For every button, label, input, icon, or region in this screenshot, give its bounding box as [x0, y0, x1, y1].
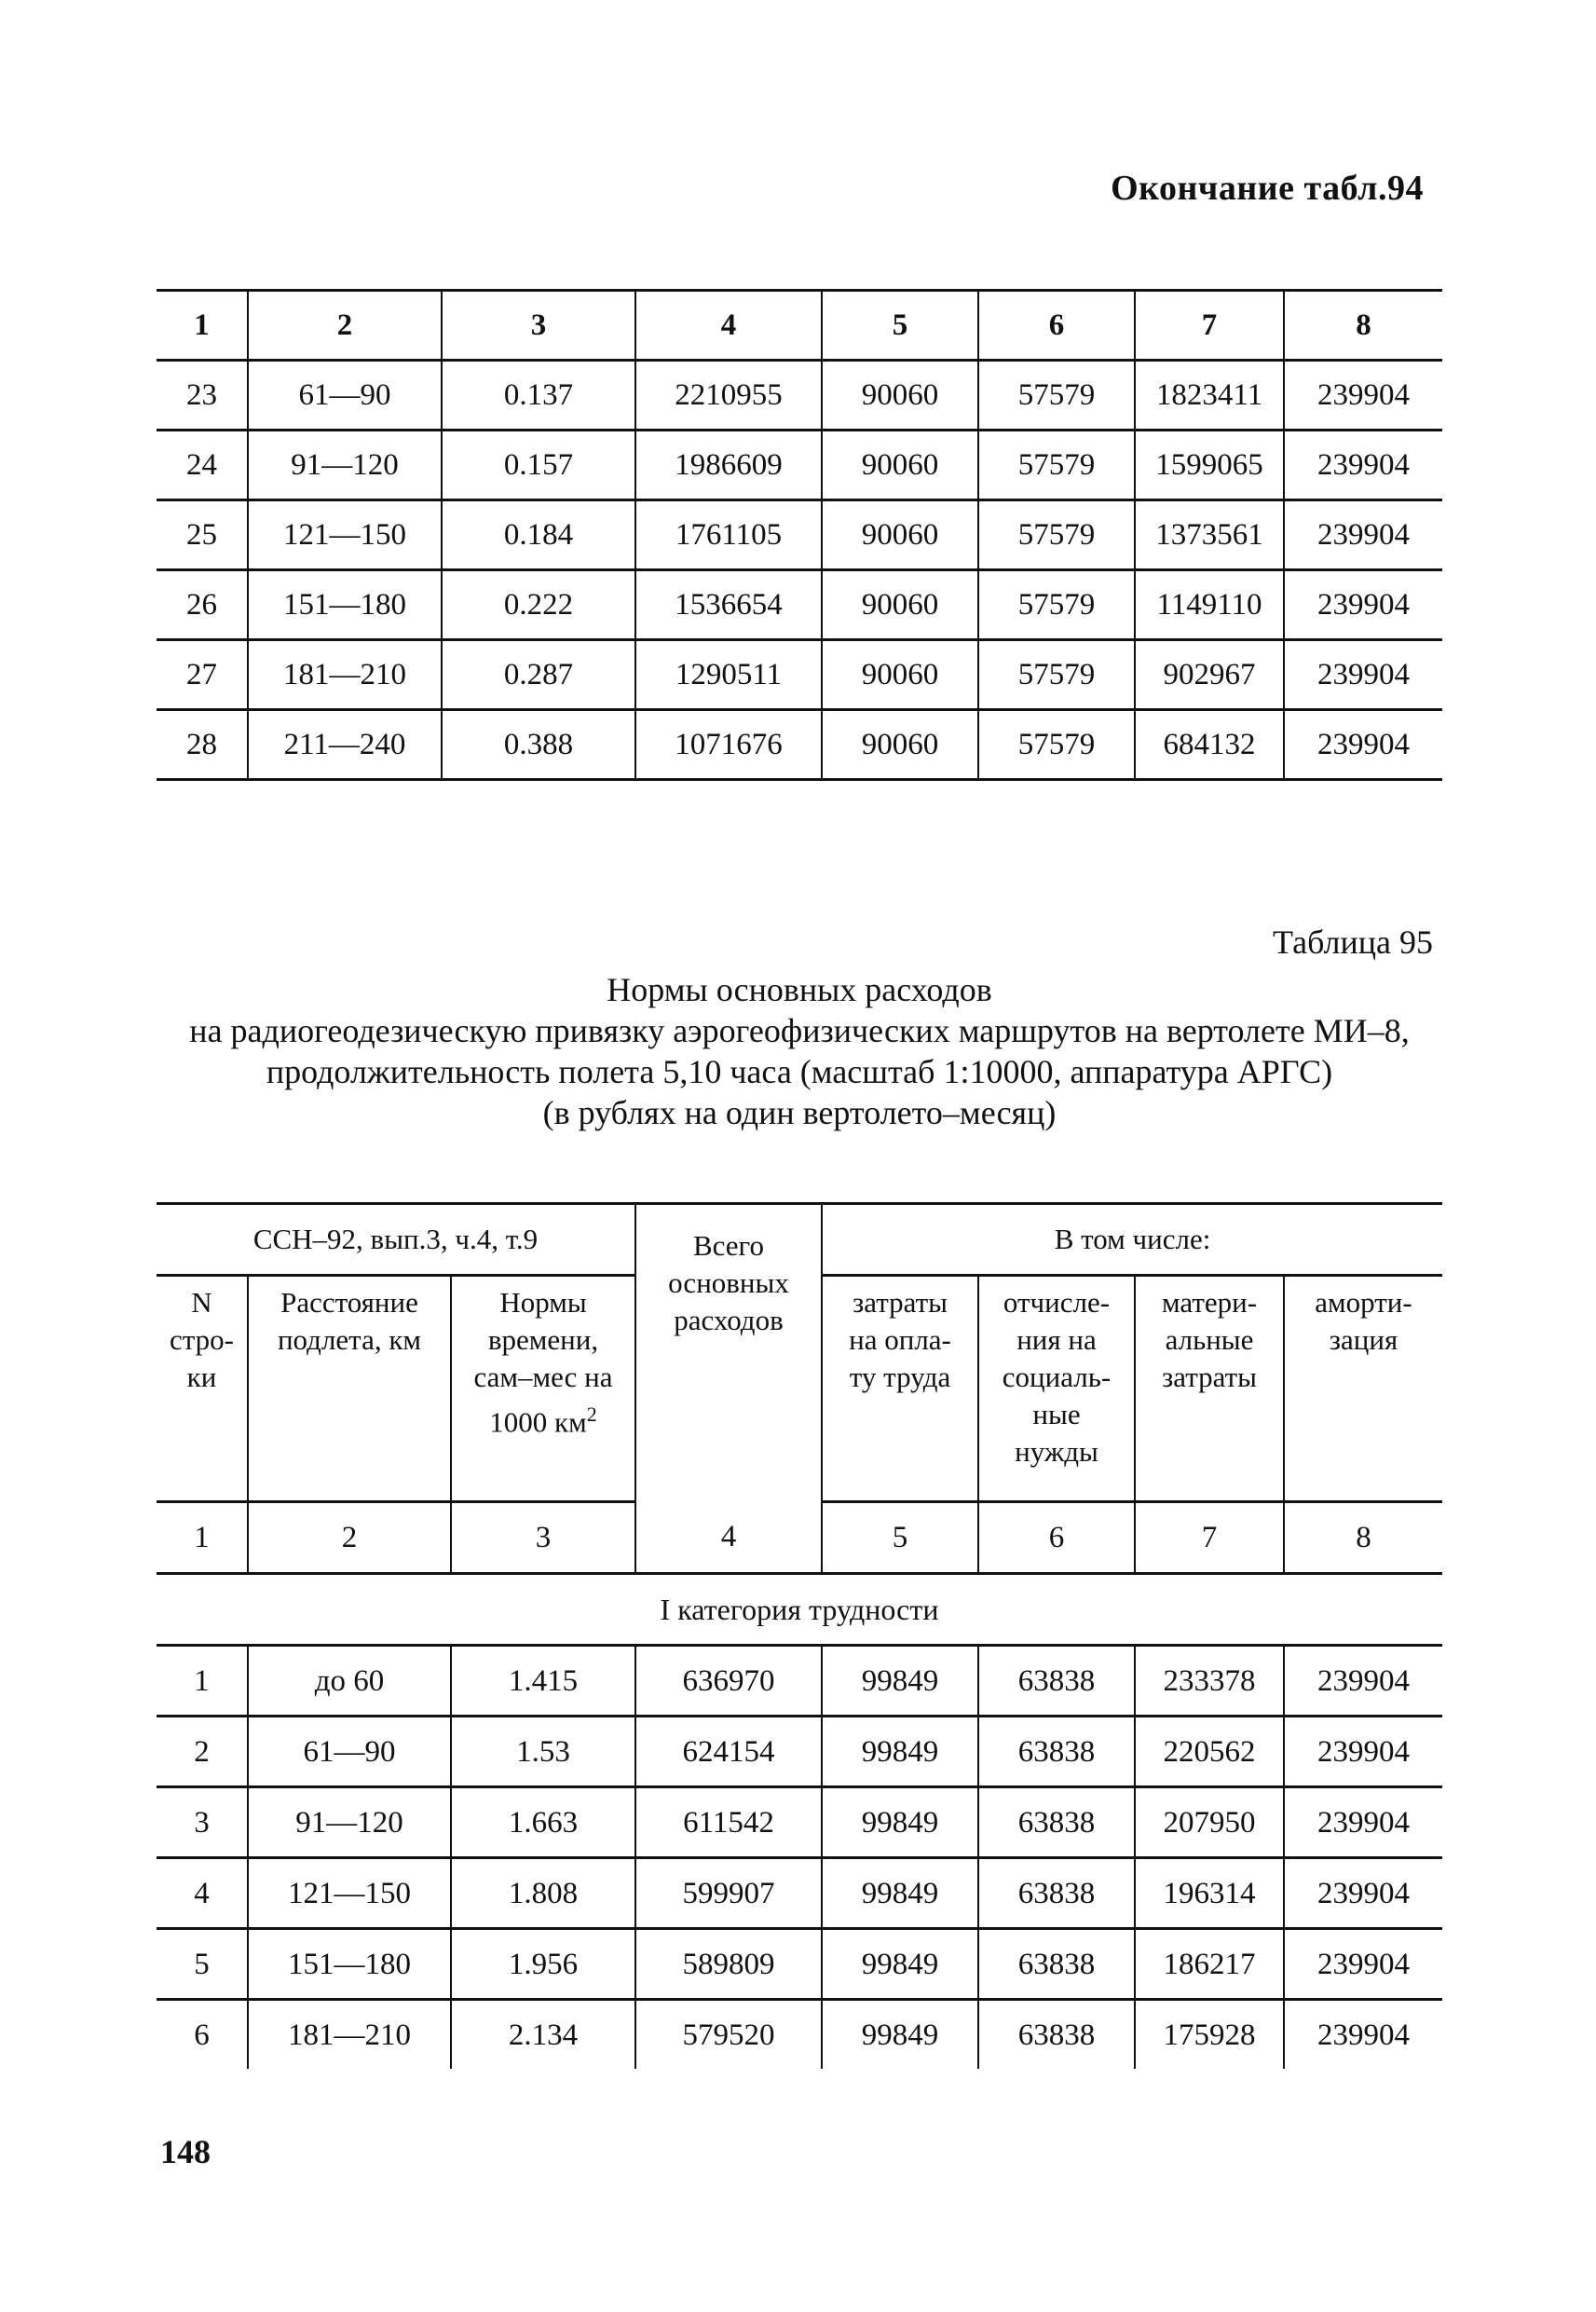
table-cell: 7 [1135, 1502, 1284, 1574]
table-cell: 239904 [1284, 1929, 1442, 2000]
table-cell: 589809 [635, 1929, 822, 2000]
table-cell: 99849 [822, 1858, 978, 1929]
header-line: времени, [487, 1323, 599, 1356]
table-cell: 239904 [1284, 1646, 1442, 1717]
table-cell: 57579 [978, 710, 1135, 780]
header-total-line: основных [668, 1266, 789, 1299]
table-cell: 1 [157, 1502, 248, 1574]
header-line: аморти- [1315, 1286, 1412, 1319]
table-cell: 0.222 [442, 570, 635, 640]
table-cell: 1071676 [635, 710, 822, 780]
table-cell: 57579 [978, 431, 1135, 500]
table-cell: 91—120 [248, 431, 442, 500]
table-cell: 63838 [978, 1858, 1135, 1929]
table-row [157, 1858, 1442, 1929]
table-cell: 5 [822, 291, 978, 361]
caption-line: (в рублях на один вертолето–месяц) [542, 1094, 1057, 1131]
table-cell: 0.137 [442, 361, 635, 431]
table-cell: 233378 [1135, 1646, 1284, 1717]
table-cell: 6 [978, 1502, 1135, 1574]
table-cell: 1823411 [1135, 361, 1284, 431]
header-line: социаль- [1002, 1361, 1112, 1393]
caption-line: Нормы основных расходов [607, 971, 992, 1008]
table-cell: 0.287 [442, 640, 635, 710]
table-cell: 181—210 [248, 640, 442, 710]
table-cell: 239904 [1284, 431, 1442, 500]
header-line: зация [1329, 1323, 1398, 1356]
table-cell: 599907 [635, 1858, 822, 1929]
table-cell: 1761105 [635, 500, 822, 570]
table-cell: 8 [1284, 1502, 1442, 1574]
header-line: N [191, 1286, 212, 1319]
table-cell: 1149110 [1135, 570, 1284, 640]
header-line: нужды [1015, 1435, 1098, 1468]
table-cell: 61—90 [248, 1717, 451, 1787]
unit-text: 1000 км [489, 1405, 587, 1439]
table-cell: 1.53 [451, 1717, 635, 1787]
header-line: ные [1032, 1398, 1081, 1430]
table-cell: 579520 [635, 2000, 822, 2070]
table-cell: 63838 [978, 1717, 1135, 1787]
header-distance [248, 1276, 451, 1502]
table-cell: 2 [248, 1502, 451, 1574]
header-row [157, 291, 1442, 361]
table-cell: 6 [194, 2018, 210, 2052]
table-cell: 239904 [1284, 640, 1442, 710]
table-cell: 99849 [822, 1787, 978, 1858]
table-cell: 239904 [1284, 710, 1442, 780]
table-cell: 1.663 [451, 1787, 635, 1858]
unit-superscript: 2 [586, 1402, 597, 1426]
table-cell: 90060 [822, 570, 978, 640]
table-cell: 239904 [1284, 1787, 1442, 1858]
table-cell: 1373561 [1135, 500, 1284, 570]
table-cell: 1290511 [635, 640, 822, 710]
table-cell: 99849 [822, 2000, 978, 2070]
header-line: ту труда [849, 1361, 951, 1393]
table-cell: 90060 [822, 500, 978, 570]
header-social-deductions [978, 1276, 1135, 1502]
header-line: затраты [853, 1286, 948, 1319]
table-cell: 25 [186, 517, 217, 552]
table-row [157, 1717, 1442, 1787]
table-cell: 90060 [822, 431, 978, 500]
table-cell: 24 [186, 447, 217, 482]
table-cell: 239904 [1284, 361, 1442, 431]
table-cell: 6 [978, 291, 1135, 361]
table-cell: 57579 [978, 500, 1135, 570]
header-line: Расстояние [280, 1286, 418, 1319]
header-line: затраты [1162, 1361, 1257, 1393]
table-cell: 611542 [635, 1787, 822, 1858]
table-cell: 63838 [978, 1787, 1135, 1858]
table-row [157, 361, 1442, 431]
header-line: на опла- [849, 1323, 951, 1356]
table-cell: 61—90 [248, 361, 442, 431]
table-cell: 151—180 [248, 1929, 451, 2000]
header-total [635, 1204, 822, 1502]
table-cell: 175928 [1135, 2000, 1284, 2070]
table-cell: 57579 [978, 361, 1135, 431]
header-line: ния на [1016, 1323, 1097, 1356]
table-cell: 26 [186, 587, 217, 622]
table-cell: до 60 [248, 1646, 451, 1717]
table-cell: 3 [157, 1787, 248, 1858]
table-cell: 207950 [1135, 1787, 1284, 1858]
header-labor-costs [822, 1276, 978, 1502]
table-cell: 636970 [635, 1646, 822, 1717]
table-row [157, 710, 1442, 780]
header-line: стро- [169, 1323, 234, 1356]
table-cell: 1.415 [451, 1646, 635, 1717]
table-cell: 23 [186, 377, 217, 412]
table-95 [157, 1202, 1442, 2069]
table-cell: 196314 [1135, 1858, 1284, 1929]
table-cell: 5 [822, 1502, 978, 1574]
table-row [157, 2000, 1442, 2070]
table-cell: 4 [157, 1858, 248, 1929]
table-cell: 181—210 [248, 2000, 451, 2070]
table-cell: 63838 [978, 2000, 1135, 2070]
table-cell: 186217 [1135, 1929, 1284, 2000]
header-line: ки [186, 1361, 217, 1393]
header-line: Нормы [499, 1286, 587, 1319]
table-cell: 902967 [1135, 640, 1284, 710]
table-row [157, 1646, 1442, 1717]
table-cell: 7 [1135, 291, 1284, 361]
table-cell: 121—150 [248, 1858, 451, 1929]
table-cell: 57579 [978, 570, 1135, 640]
table-cell: 684132 [1135, 710, 1284, 780]
table-cell: 4 [635, 1502, 822, 1574]
table-cell: 91—120 [248, 1787, 451, 1858]
column-number-row [157, 1502, 1442, 1574]
header-line: сам–мес на [473, 1361, 613, 1393]
table-row [157, 500, 1442, 570]
table-cell: 1536654 [635, 570, 822, 640]
table-cell: 239904 [1284, 2000, 1442, 2070]
page-number: 148 [160, 2133, 211, 2170]
table-cell: 624154 [635, 1717, 822, 1787]
table-cell: 90060 [822, 640, 978, 710]
table-cell: 1 [157, 1646, 248, 1717]
category-row [157, 1574, 1442, 1646]
table-cell: 99849 [822, 1929, 978, 2000]
table-cell: 211—240 [248, 710, 442, 780]
table-cell: 2.134 [451, 2000, 635, 2070]
header-line: отчисле- [1003, 1286, 1111, 1319]
table-cell: 4 [635, 291, 822, 361]
table-cell: 0.388 [442, 710, 635, 780]
table-cell: 63838 [978, 1929, 1135, 2000]
caption-line: продолжительность полета 5,10 часа (масштаб 1:10000, аппаратура АРГС) [266, 1053, 1333, 1090]
table-cell: 90060 [822, 710, 978, 780]
header-amortization [1284, 1276, 1442, 1502]
table-cell: 2210955 [635, 361, 822, 431]
header-total-line: расходов [674, 1304, 784, 1336]
table-cell: 3 [451, 1502, 635, 1574]
table-cell: 63838 [978, 1646, 1135, 1717]
caption-line: на радиогеодезическую привязку аэрогеофизических маршрутов на вертолете МИ–8, [189, 1012, 1410, 1049]
table-cell: 1.808 [451, 1858, 635, 1929]
header-line: подлета, км [277, 1323, 422, 1356]
header-line: альные [1165, 1323, 1254, 1356]
header-total-line: Всего [692, 1229, 765, 1262]
table-cell: 239904 [1284, 500, 1442, 570]
header-line: матери- [1161, 1286, 1258, 1319]
table-row [157, 431, 1442, 500]
table-cell: 0.157 [442, 431, 635, 500]
header-ssn-group: ССН–92, вып.3, ч.4, т.9 [157, 1204, 635, 1276]
table-row [157, 570, 1442, 640]
header-time-norms [451, 1276, 635, 1502]
table-cell: 27 [186, 657, 217, 691]
table-row [157, 640, 1442, 710]
table-cell: 1986609 [635, 431, 822, 500]
table-cell: 1.956 [451, 1929, 635, 2000]
header-material-costs [1135, 1276, 1284, 1502]
table-cell: 99849 [822, 1646, 978, 1717]
table-94-continuation [157, 289, 1442, 781]
table-cell: 8 [1284, 291, 1442, 361]
table-cell: 57579 [978, 640, 1135, 710]
header-row-number [157, 1276, 248, 1502]
table-cell: 90060 [822, 361, 978, 431]
header-including: В том числе: [822, 1204, 1442, 1276]
table-cell: 220562 [1135, 1717, 1284, 1787]
category-label: I категория трудности [157, 1574, 1442, 1646]
table-cell: 1599065 [1135, 431, 1284, 500]
table-cell: 2 [248, 291, 442, 361]
table-row [157, 1787, 1442, 1858]
table-row [157, 1929, 1442, 2000]
table-cell: 1 [194, 308, 210, 342]
table-cell: 28 [186, 727, 217, 761]
table-cell: 121—150 [248, 500, 442, 570]
table-cell: 239904 [1284, 570, 1442, 640]
continuation-title: Окончание табл.94 [1111, 169, 1424, 208]
table-cell: 99849 [822, 1717, 978, 1787]
table-cell: 5 [157, 1929, 248, 2000]
table-cell: 239904 [1284, 1717, 1442, 1787]
table-95-caption [157, 969, 1442, 1133]
table-cell: 3 [442, 291, 635, 361]
table-cell: 239904 [1284, 1858, 1442, 1929]
header-line [452, 1396, 634, 1441]
table-cell: 151—180 [248, 570, 442, 640]
table-cell: 2 [157, 1717, 248, 1787]
table-95-label: Таблица 95 [1273, 923, 1433, 961]
table-cell: 0.184 [442, 500, 635, 570]
